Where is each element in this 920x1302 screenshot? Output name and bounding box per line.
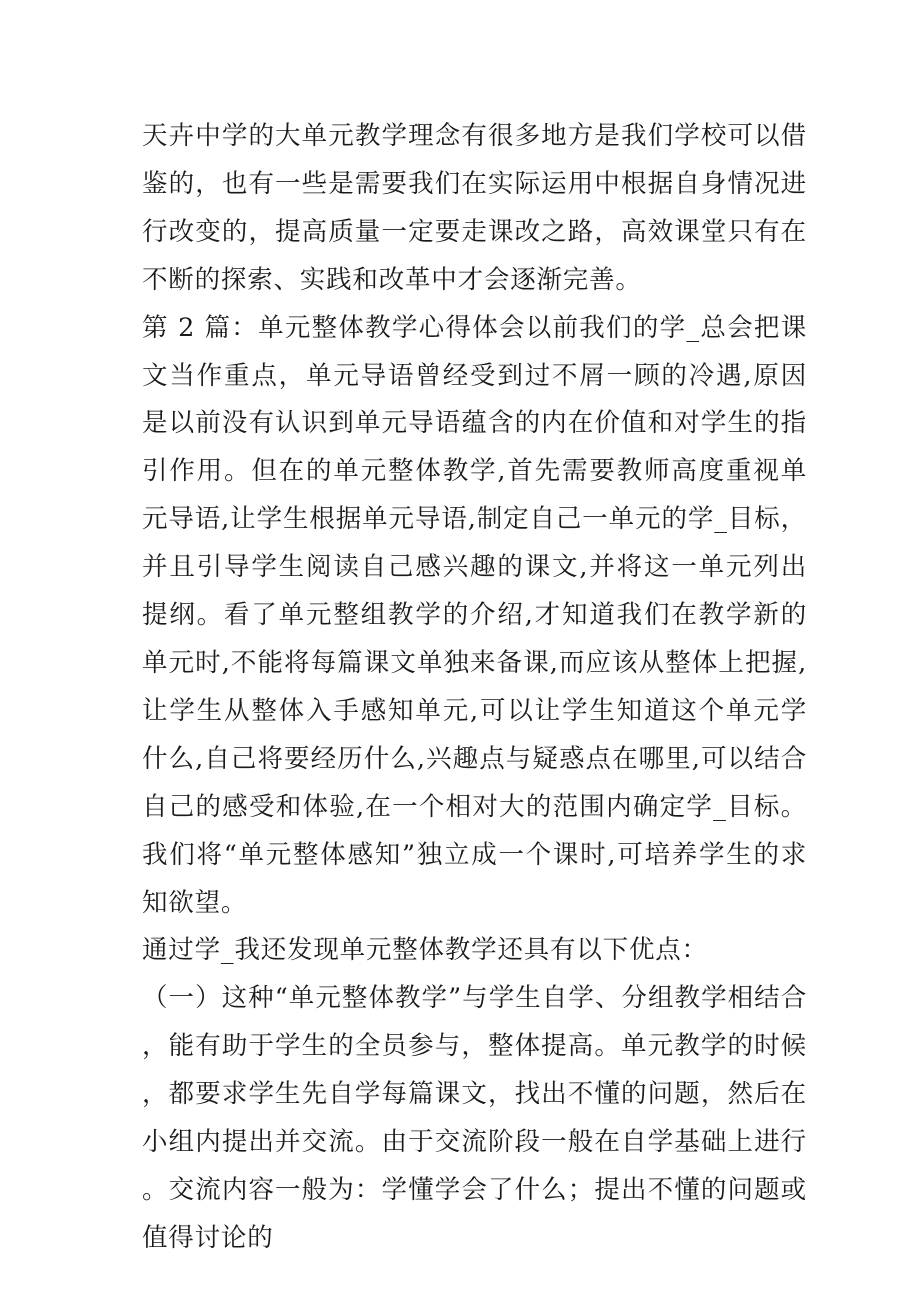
paragraph-advantages-intro: 通过学_我还发现单元整体教学还具有以下优点： [142, 935, 708, 966]
paragraph-chapter-2: 第 2 篇：单元整体教学心得体会以前我们的学_总会把课文当作重点，单元导语曾经受到过不屑一顾的冷遇,原因是以前没有认识到单元导语蕴含的内在价值和对学生的指引作用。但在的单元整体教学,首先需要教师高度重视单元导语,让学生根据单元导语,制定自己一单元的学_目标，并且引导学生阅读自己感兴趣的课文,并将这一单元列出提纲。看了单元整组教学的介绍,才知道我们在教学新的单元时,不能将每篇课文单独来备课,而应该从整体上把握,让学生从整体入手感知单元,可以让学生知道这个单元学什么,自己将要经历什么,兴趣点与疑惑点在哪里,可以结合自己的感受和体验,在一个相对大的范围内确定学_目标。我们将“单元整体感知”独立成一个课时,可培养学生的求知欲望。 [142, 312, 807, 918]
paragraph-advantage-1: （一）这种“单元整体教学”与学生自学、分组教学相结合，能有助于学生的全员参与，整体提高。单元教学的时候，都要求学生先自学每篇课文，找出不懂的问题，然后在小组内提出并交流。由于交流阶段一般在自学基础上进行。交流内容一般为：学懂学会了什么；提出不懂的问题或值得讨论的 [142, 983, 807, 1253]
paragraph-intro: 天卉中学的大单元教学理念有很多地方是我们学校可以借鉴的，也有一些是需要我们在实际运用中根据自身情况进行改变的，提高质量一定要走课改之路，高效课堂只有在不断的探索、实践和改革中才会逐渐完善。 [142, 121, 807, 295]
document-body [142, 113, 807, 1263]
